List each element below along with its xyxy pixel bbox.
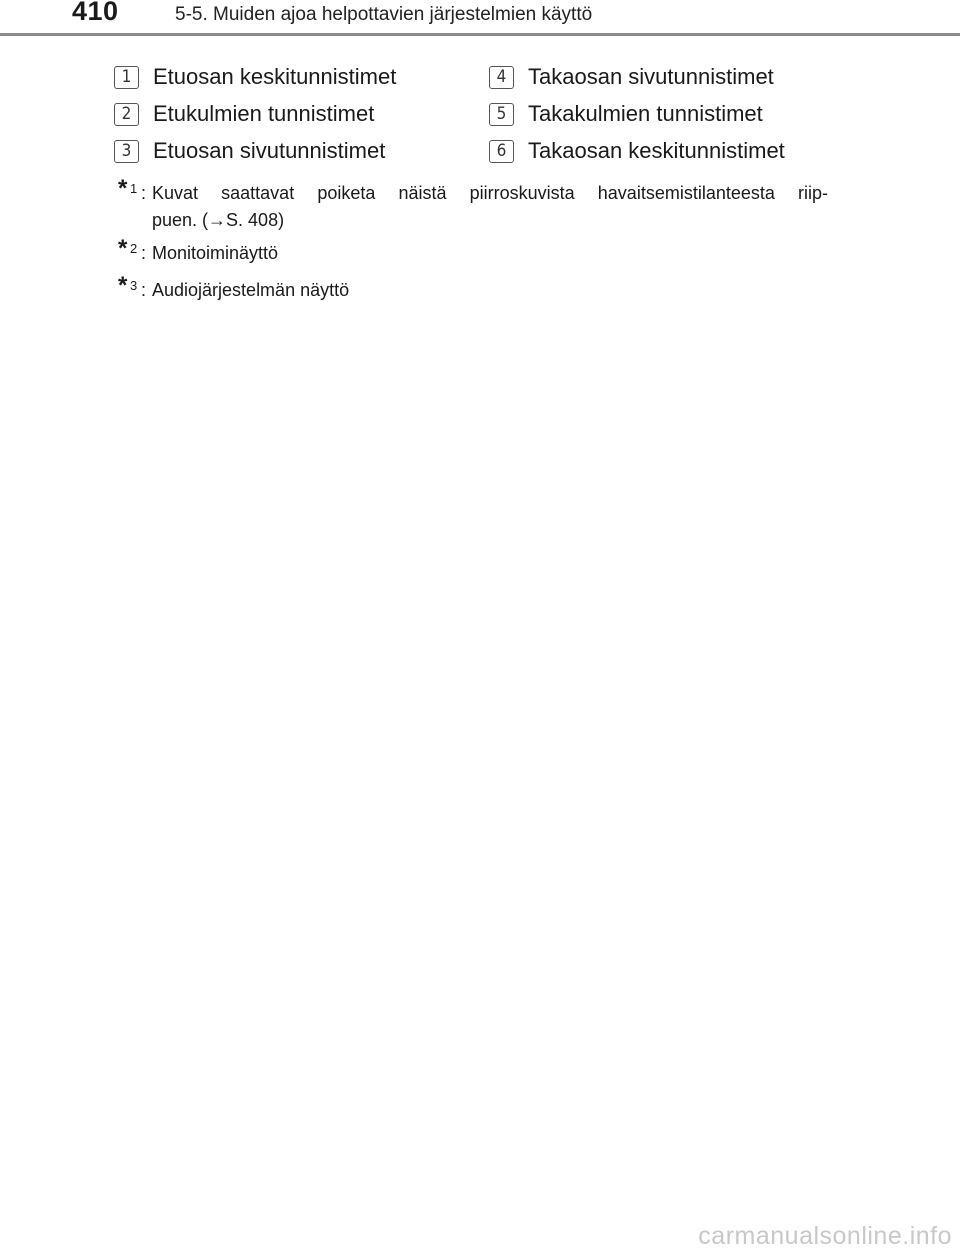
header-divider bbox=[0, 33, 960, 36]
footnote-text: Kuvat saattavat poiketa näistä piirroskuvista havaitsemistilanteesta riip- bbox=[152, 183, 828, 203]
legend-item bbox=[114, 99, 374, 129]
legend-label: Etuosan sivutunnistimet bbox=[153, 138, 386, 163]
footnote-text: Audiojärjestelmän näyttö bbox=[152, 280, 350, 300]
number-badge: 2 bbox=[114, 103, 139, 126]
asterisk-mark: * bbox=[118, 175, 128, 202]
footnote-colon: : bbox=[141, 280, 147, 300]
legend-item bbox=[114, 62, 396, 92]
legend-label: Takakulmien tunnistimet bbox=[528, 101, 763, 126]
footnote-number: 3 bbox=[130, 278, 138, 293]
legend-label: Etuosan keskitunnistimet bbox=[153, 64, 397, 89]
legend-item bbox=[489, 99, 763, 129]
asterisk-mark: * bbox=[118, 235, 128, 262]
section-title: 5-5. Muiden ajoa helpottavien järjestelmien käyttö bbox=[175, 4, 593, 25]
footnote-text-continued: puen. (→S. 408) bbox=[152, 210, 285, 230]
legend-label: Takaosan keskitunnistimet bbox=[528, 138, 785, 163]
legend-label: Takaosan sivutunnistimet bbox=[528, 64, 774, 89]
footnote-text: Monitoiminäyttö bbox=[152, 243, 279, 263]
asterisk-mark: * bbox=[118, 272, 128, 299]
number-badge: 4 bbox=[489, 66, 514, 89]
page-number: 410 bbox=[72, 0, 119, 26]
legend-item bbox=[489, 136, 785, 166]
footnote-number: 2 bbox=[130, 241, 138, 256]
footnote-colon: : bbox=[141, 243, 147, 263]
number-badge: 3 bbox=[114, 140, 139, 163]
watermark-text: carmanualsonline.info bbox=[698, 1222, 952, 1250]
number-badge: 5 bbox=[489, 103, 514, 126]
number-badge: 1 bbox=[114, 66, 139, 89]
number-badge: 6 bbox=[489, 140, 514, 163]
footnote-number: 1 bbox=[130, 181, 138, 196]
footnote-colon: : bbox=[141, 183, 147, 203]
legend-item bbox=[489, 62, 774, 92]
legend-item bbox=[114, 136, 385, 166]
legend-label: Etukulmien tunnistimet bbox=[153, 101, 375, 126]
